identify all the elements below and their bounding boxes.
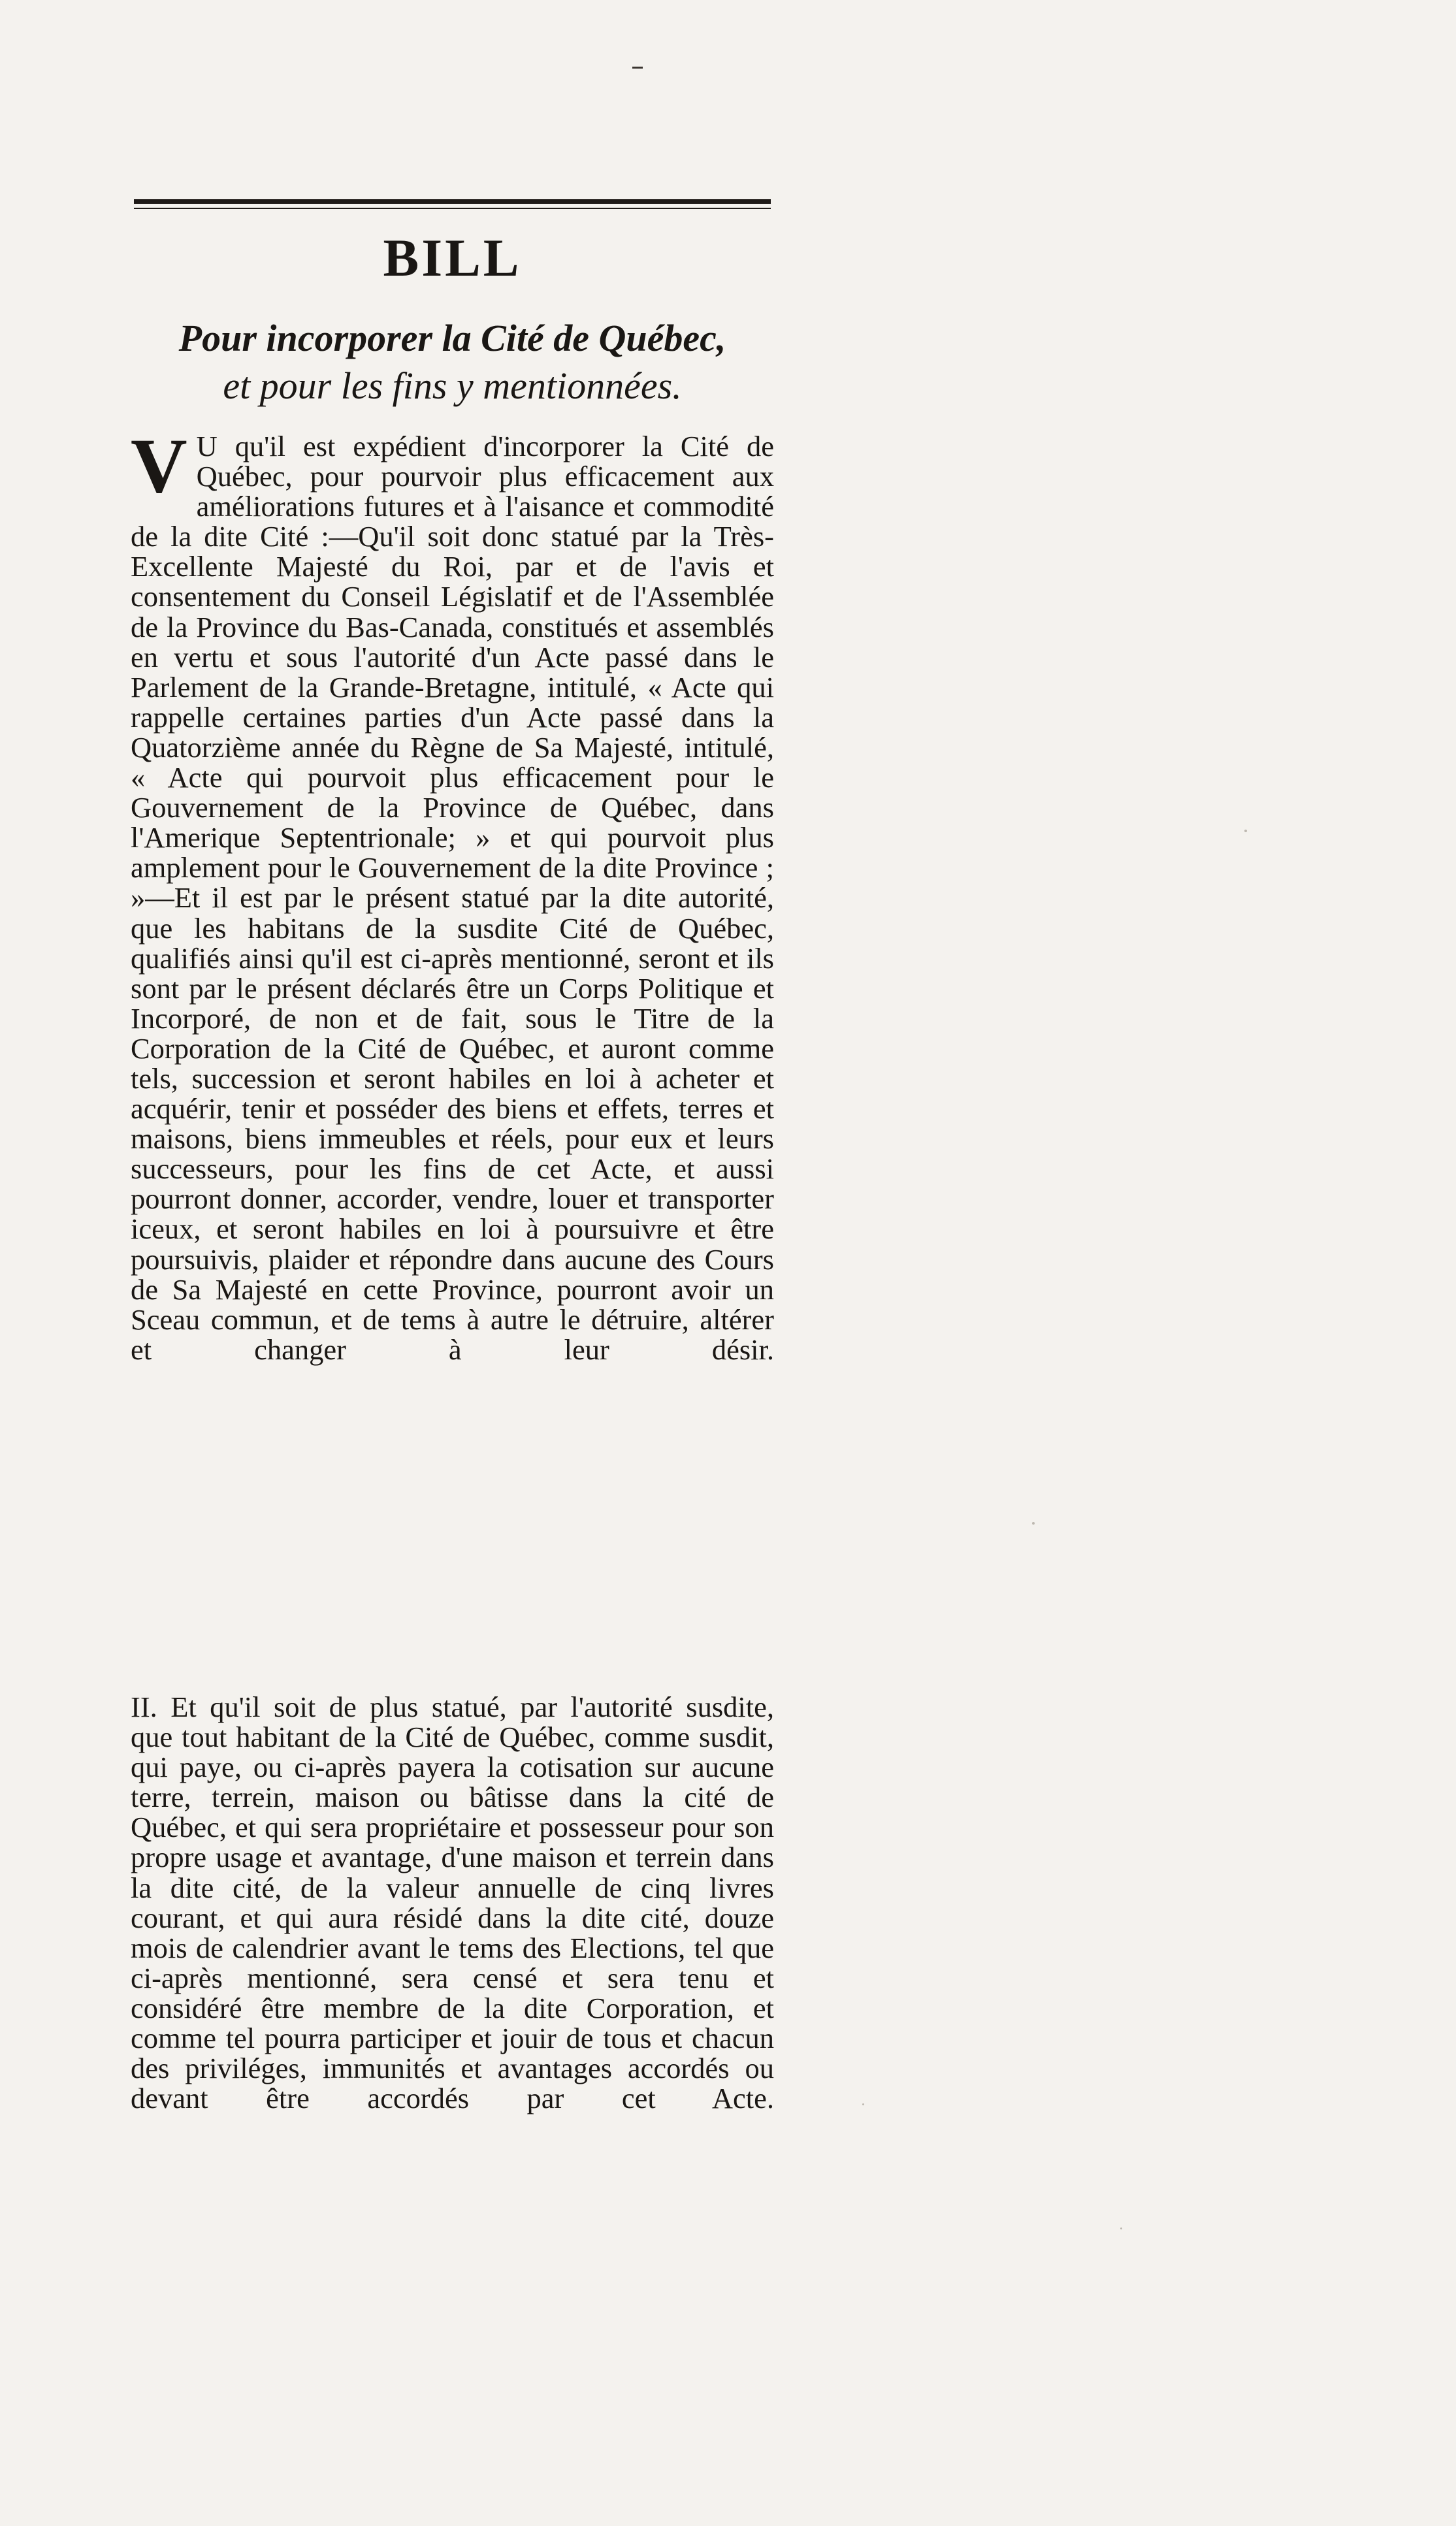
section-2-paragraph — [131, 1692, 774, 2280]
section-1-text: U qu'il est expédient d'incorporer la Cité de Québec, pour pourvoir plus efficacement aux améliorations futures et à l'aisance et commodité de la dite Cité :—Qu'il soit donc statué par la Très-Excellente Majesté du Roi, par et de l'avis et consentement du Conseil Législatif et de l'Assemblée de la Province du Bas-Canada, constitués et assemblés en vertu et sous l'autorité d'un Acte passé dans le Parlement de la Grande-Bretagne, intitulé, « Acte qui rappelle certaines parties d'un Acte passé dans la Quatorzième année du Règne de Sa Majesté, intitulé, « Acte qui pourvoit plus efficacement pour le Gouvernement de la Province de Québec, dans l'Amerique Septentrionale; » et qui pourvoit plus amplement pour le Gouvernement de la dite Province ; »—Et il est par le présent statué par la dite autorité, que les habitans de la susdite Cité de Québec, qualifiés ainsi qu'il est ci-après mentionné, seront et ils sont par le présent déclarés être un Corps Politique et Incorporé, de non et de fait, sous le Titre de la Corporation de la Cité de Québec, et auront comme tels, succession et seront habiles en loi à acheter et acquérir, tenir et posséder des biens et effets, terres et maisons, biens immeubles et réels, pour eux et leurs successeurs, pour les fins de cet Acte, et aussi pourront donner, accorder, vendre, louer et transporter iceux, et seront habiles en loi à poursuivre et être poursuivis, plaider et répondre dans aucune des Cours de Sa Majesté en cette Province, pourront avoir un Sceau commun, et de tems à autre le détruire, altérer et changer à leur désir. — [131, 430, 774, 1366]
header-rule-thick — [134, 199, 771, 204]
bill-subtitle-line-2: et pour les fins y mentionnées. — [223, 364, 682, 407]
paper-speck — [1032, 1522, 1035, 1525]
section-2-text: II. Et qu'il soit de plus statué, par l'autorité susdite, que tout habitant de la Cité de Québec, comme susdit, qui paye, ou ci-après payera la cotisation sur aucune terre, terrein, maison ou bâtisse dans la cité de Québec, et qui sera propriétaire et possesseur pour son propre usage et avantage, d'une maison et terrein dans la dite cité, de la valeur annuelle de cinq livres courant, et qui aura résidé dans la dite cité, douze mois de calendrier avant le tems des Elections, tel que ci-après mentionné, sera censé et sera tenu et considéré être membre de la dite Corporation, et comme tel pourra participer et jouir de tous et chacun des priviléges, immunités et avantages accordés ou devant être accordés par cet Acte. — [131, 1691, 774, 2115]
page-mark — [632, 67, 643, 69]
section-1-paragraph — [131, 422, 774, 1542]
paper-speck — [1244, 830, 1247, 832]
paper-speck — [862, 2103, 864, 2105]
paper-speck — [1120, 2227, 1122, 2229]
drop-cap: V — [131, 422, 187, 509]
bill-subtitle-line-1: Pour incorporer la Cité de Québec, — [178, 317, 726, 359]
bill-title: BILL — [383, 228, 522, 287]
header-rule-thin — [134, 208, 771, 209]
